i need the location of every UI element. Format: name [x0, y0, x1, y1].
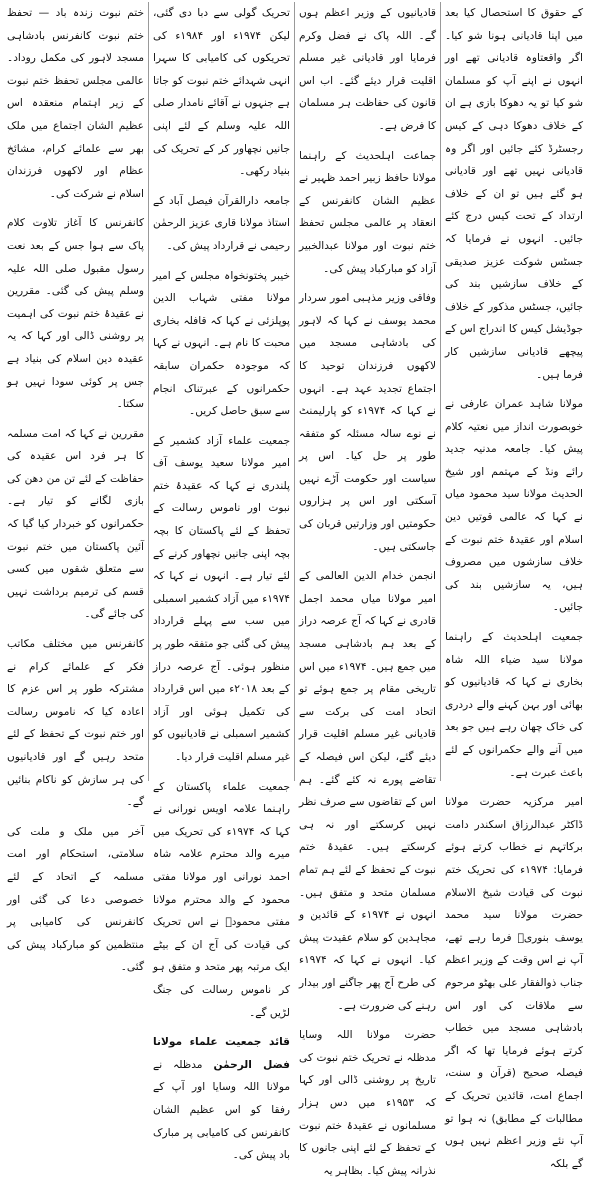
paragraph-text: مقررین نے کہا کہ امت مسلمہ کا ہر فرد اس عقیدہ کی حفاظت کے لئے تن من دھن کی بازی لگانے کو تیار ہے۔ حکمرانوں کو خبردار کیا گیا کہ آئین پاکستان میں ختم نبوت سے متعلق شقوں میں کسی قسم کی ترمیم برداشت نہیں کی جائے گی۔	[7, 427, 144, 621]
article-paragraph	[299, 287, 436, 558]
paragraph-text: وفاقی وزیر مذہبی امور سردار محمد یوسف نے کہا کہ لاہور کی بادشاہی مسجد میں لاکھوں فرزندان توحید کا اجتماع تجدید عہد ہے۔ انہوں نے کہا کہ ۱۹۷۴ء کو پارلیمنٹ نے نوے سالہ مسئلہ کو متفقہ طور پر حل کیا۔ اس پر سیاست اور حکومت آڑے نہیں آسکتی اور اس پر ہزاروں حکومتیں اور وزارتیں قربان کی جاسکتی ہیں۔	[299, 292, 436, 553]
article-paragraph	[299, 1024, 436, 1182]
article-paragraph	[299, 145, 436, 281]
column-4	[3, 2, 149, 974]
article-paragraph	[445, 393, 583, 619]
paragraph-text: کانفرنس کا آغاز تلاوت کلام پاک سے ہوا جس کے بعد نعت رسول مقبول صلی اللہ علیہ وسلم پیش کی گئی۔ مقررین نے عقیدۂ ختم نبوت کی اہمیت پر روشنی ڈالی اور کہا کہ یہ عقیدہ دین اسلام کی بنیاد ہے جس پر کوئی سودا نہیں ہو سکتا۔	[7, 217, 144, 411]
article-paragraph	[153, 776, 290, 1025]
paragraph-text: تحریک گولی سے دبا دی گئی، لیکن ۱۹۷۴ء اور ۱۹۸۴ء کی تحریکوں کی کامیابی کا سہرا انہی شہدائے ختم نبوت کو جاتا ہے جنہوں نے آقائے نامدار صلی اللہ علیہ وسلم کے لئے اپنی جانیں نچھاور کر کے تحریک کی بنیاد رکھی۔	[153, 7, 290, 178]
paragraph-text: جمعیت اہلحدیث کے راہنما مولانا سید ضیاء اللہ شاہ بخاری نے کہا کہ قادیانیوں کو بھائی اور بہن کہنے والے دردری کی خاک چھان رہے ہیں جو بعد میں آنے والے حکمرانوں کے لئے باعث عبرت ہے۔	[445, 631, 583, 779]
article-paragraph	[7, 423, 144, 626]
article-paragraph	[445, 791, 583, 1175]
article-paragraph	[7, 633, 144, 814]
article-paragraph	[299, 2, 436, 138]
article-paragraph	[7, 2, 144, 205]
column-3	[149, 2, 295, 1162]
paragraph-text: آخر میں ملک و ملت کی سلامتی، استحکام اور امت مسلمہ کے اتحاد کے لئے خصوصی دعا کی گئی اور کانفرنس کی کامیابی پر منتظمین کو مبارکباد پیش کی گئی۔	[7, 825, 144, 974]
article-paragraph	[445, 2, 583, 386]
paragraph-text: قادیانیوں کے وزیر اعظم ہوں گے۔ اللہ پاک نے فضل وکرم فرمایا اور قادیانی غیر مسلم اقلیت قرار دیئے گئے۔ اب اس قانون کی حفاظت ہر مسلمان کا فرض ہے۔	[299, 7, 436, 132]
paragraph-text: انجمن خدام الدین العالمی کے امیر مولانا میاں محمد اجمل قادری نے کہا کہ آج عرصہ دراز کے بعد ہم بادشاہی مسجد میں جمع ہیں۔ ۱۹۷۴ء میں اس تاریخی مقام پر جمع ہوئے تو اتحاد امت کی برکت سے قادیانی غیر مسلم اقلیت قرار دیئے گئے، لیکن اس فیصلہ کے تقاضے پورے نہ کئے گئے۔ ہم اس کے تقاضوں سے صرف نظر نہیں کرسکتے اور نہ ہی کرسکتے ہیں۔ عقیدۂ ختم نبوت کے تحفظ کے لئے ہم تمام مسلمان متحد و متفق ہیں۔ انہوں نے ۱۹۷۴ء کے قائدین و مجاہدین کو سلام عقیدت پیش کیا۔ انہوں نے کہا کہ ۱۹۷۴ء کی طرح آج پھر جاگنے اور بیدار رہنے کی ضرورت ہے۔	[299, 570, 436, 1012]
paragraph-text: جمعیت علماء پاکستان کے راہنما علامہ اویس نورانی نے کہا کہ ۱۹۷۴ء کی تحریک میں میرے والد محترم علامہ شاہ احمد نورانی اور مولانا مفتی محمود کے والد محترم مولانا مفتی محمودؒ نے اس تحریک کی قیادت کی آج ان کے بیٹے ایک مرتبہ پھر متحد و متفق ہو کر ناموس رسالت کی جنگ لڑیں گے۔	[153, 780, 290, 1019]
paragraph-text: کانفرنس میں مختلف مکاتب فکر کے علمائے کرام نے مشترکہ طور پر اس عزم کا اعادہ کیا کہ ناموس رسالت اور ختم نبوت کے تحفظ کے لئے متحد رہیں گے اور قادیانیوں کی ہر سازش کو ناکام بنائیں گے۔	[7, 638, 144, 809]
column-1	[441, 2, 587, 1170]
paragraph-text: کے حقوق کا استحصال کیا بعد میں اپنا قادیانی ہونا شو کیا۔ اگر واقعتاوہ قادیانی تھے اور انہوں نے اپنے آپ کو مسلمان شو کیا تو یہ دھوکا بازی ہے ان کے خلاف دھوکا دہی کے کیس رجسٹرڈ کئے جائیں اور اگر وہ قادیانی نہیں تھے اور قادیانی ہو گئے ہیں تو ان کے خلاف ارتداد کے تحت کیس درج کئے جائیں۔ انہوں نے فرمایا کہ جسٹس شوکت عزیز صدیقی کے خلاف سازشیں بند کی جائیں، جسٹس مذکور کے خلاف جوڈیشل کیس کا اندراج اس کے پیچھے قادیانی سازشیں کار فرما ہیں۔	[445, 7, 583, 381]
article-paragraph	[153, 2, 290, 183]
article-paragraph	[153, 265, 290, 423]
paragraph-text: ختم نبوت زندہ باد — تحفظ ختم نبوت کانفرنس بادشاہی مسجد لاہور کی مکمل روداد۔ عالمی مجلس تحفظ ختم نبوت کے زیر اہتمام منعقدہ اس عظیم الشان اجتماع میں ملک بھر سے علمائے کرام، مشائخ عظام اور لاکھوں فرزندان اسلام نے شرکت کی۔	[7, 7, 144, 200]
paragraph-text: خیبر پختونخواہ مجلس کے امیر مولانا مفتی شہاب الدین پوپلزئی نے کہا کہ قافلہ بخاری محبت کا نام ہے۔ انہوں نے کہا کہ موجودہ حکمران سابقہ حکمرانوں کے عبرتناک انجام سے سبق حاصل کریں۔	[153, 269, 290, 418]
article-paragraph	[153, 190, 290, 258]
paragraph-text: مدظلہ نے مولانا اللہ وسایا اور آپ کے رفقا کو اس عظیم الشان کانفرنس کی کامیابی پر مبارک باد پیش کی۔	[153, 1058, 290, 1162]
column-2	[295, 2, 441, 1177]
article-paragraph	[299, 565, 436, 1017]
article-paragraph	[7, 212, 144, 415]
paragraph-lead: قائد جمعیت علماء مولانا فضل الرحمٰن	[153, 1036, 290, 1071]
paragraph-text: امیر مرکزیہ حضرت مولانا ڈاکٹر عبدالرزاق اسکندر دامت برکاتہم نے خطاب کرتے ہوئے فرمایا: ۱۹۷۴ء کی تحریک ختم نبوت کی قیادت شیخ الاسلام حضرت مولانا سید محمد یوسف بنوریؒ فرما رہے تھے، آپ نے اس وقت کے وزیر اعظم جناب ذوالفقار علی بھٹو مرحوم سے ملاقات کی اور اس بادشاہی مسجد میں خطاب کرتے ہوئے فرمایا تھا کہ اگر فیصلہ صحیح (قرآن و سنت، اجماع امت، قائدین تحریک کے مطالبات کے مطابق) نہ ہوا تو آپ نئے وزیر اعظم نہیں ہوں گے بلکہ	[445, 796, 583, 1170]
article-paragraph	[7, 821, 144, 979]
paragraph-text: مولانا شاہد عمران عارفی نے خوبصورت انداز میں نعتیہ کلام پیش کیا۔ جامعہ مدنیہ جدید رائے ونڈ کے مہتمم اور شیخ الحدیث مولانا سید محمود میاں نے کہا کہ عالمی قوتیں دین اسلام اور عقیدۂ ختم نبوت کے خلاف سازشوں میں مصروف ہیں، یہ سازشیں بند کی جائیں۔	[445, 398, 583, 614]
paragraph-text: حضرت مولانا اللہ وسایا مدظلہ نے تحریک ختم نبوت کی تاریخ پر روشنی ڈالی اور کہا کہ ۱۹۵۳ء میں دس ہزار مسلمانوں نے عقیدۂ ختم نبوت کے تحفظ کے لئے اپنی جانوں کا نذرانہ پیش کیا۔ بظاہر یہ	[299, 1029, 436, 1177]
paragraph-text: جمعیت علماء آزاد کشمیر کے امیر مولانا سعید یوسف آف پلندری نے کہا کہ عقیدۂ ختم نبوت اور ناموس رسالت کے تحفظ کے لئے پاکستان کا بچہ بچہ اپنی جانیں نچھاور کرنے کے لئے تیار ہے۔ انہوں نے کہا کہ ۱۹۷۴ء میں آزاد کشمیر اسمبلی میں سب سے پہلے قرارداد پیش کی گئی جو متفقہ طور پر منظور ہوئی۔ آج عرصہ دراز کے بعد ۲۰۱۸ء میں اس قرارداد کی تکمیل ہوئی اور آزاد کشمیر اسمبلی نے قادیانیوں کو غیر مسلم اقلیت قرار دیا۔	[152, 434, 291, 763]
paragraph-text: جامعہ دارالقرآن فیصل آباد کے استاذ مولانا قاری عزیز الرحمٰن رحیمی نے قرارداد پیش کی۔	[153, 194, 290, 252]
article-paragraph	[153, 430, 290, 769]
article-paragraph	[153, 1031, 290, 1167]
article-paragraph	[445, 626, 583, 784]
paragraph-text: جماعت اہلحدیث کے راہنما مولانا حافظ زبیر احمد ظہیر نے عظیم الشان کانفرنس کے انعقاد پر عالمی مجلس تحفظ ختم نبوت اور مولانا عبدالخبیر آزاد کو مبارکباد پیش کی۔	[299, 149, 436, 275]
